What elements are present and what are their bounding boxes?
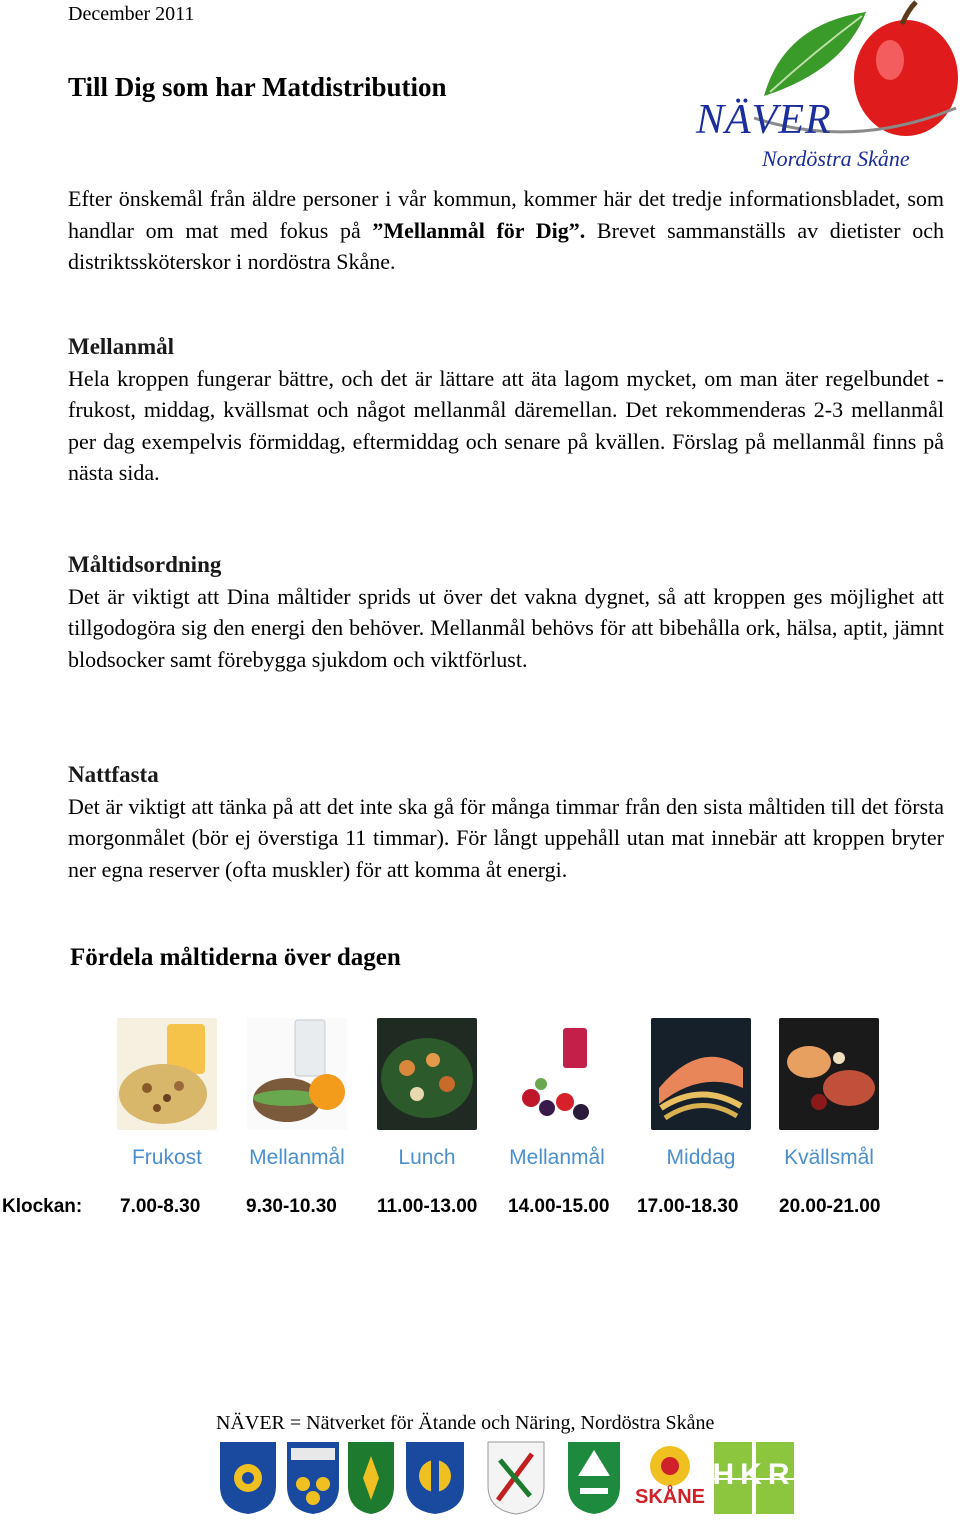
hkr-logo xyxy=(712,1440,796,1521)
meal-label: Kvällsmål xyxy=(784,1146,874,1169)
region-skane-logo xyxy=(634,1440,706,1517)
logo-subtitle: Nordöstra Skåne xyxy=(762,146,910,171)
municipality-crest-icon xyxy=(285,1440,341,1521)
time-value: 9.30-10.30 xyxy=(246,1196,337,1217)
times-label: Klockan: xyxy=(2,1196,83,1217)
municipality-crest-icon xyxy=(346,1440,396,1521)
lunch-image xyxy=(377,1018,477,1130)
naver-logo xyxy=(694,0,960,180)
footer-text: NÄVER = Nätverket för Ätande och Näring, Nordöstra Skåne xyxy=(216,1412,715,1434)
meal-kvallsmal xyxy=(769,1018,889,1170)
berries-image xyxy=(507,1018,607,1130)
meal-middag xyxy=(641,1018,761,1170)
intro-text-end: Brevet sammanställs av dietister och distriktssköterskor i nordöstra Skåne. xyxy=(68,217,945,274)
meal-label: Mellanmål xyxy=(509,1146,605,1169)
time-value: 14.00-15.00 xyxy=(508,1196,610,1217)
meal-label: Mellanmål xyxy=(249,1146,345,1169)
meal-mellanmal-2 xyxy=(497,1018,617,1170)
page-title: Till Dig som har Matdistribution xyxy=(68,72,447,102)
section-body: Det är viktigt att tänka på att det inte ska gå för många timmar från den sista måltiden till det första morgonmålet (bör ej överstiga 11 timmar). För långt uppehåll utan mat innebär att kroppen bryter ner egna reserver (ofta muskler) för att komma åt energi. xyxy=(68,793,944,882)
municipality-crest-icon xyxy=(486,1440,546,1521)
municipality-crest-icon xyxy=(218,1440,278,1521)
time-value: 11.00-13.00 xyxy=(377,1196,478,1217)
section-body: Hela kroppen fungerar bättre, och det är lättare att äta lagom mycket, om man äter regelbundet - frukost, middag, kvällsmat och något mellanmål däremellan. Det rekommenderas 2-3 mellanmål per dag exempelvis förmiddag, eftermiddag och senare på kvällen. Förslag på mellanmål finns på nästa sida. xyxy=(68,365,944,485)
time-value: 7.00-8.30 xyxy=(120,1196,201,1217)
municipality-crest-icon xyxy=(404,1440,466,1521)
section-body: Det är viktigt att Dina måltider sprids ut över det vakna dygnet, så att kroppen ges möjlighet att tillgodogöra sig den energi den behöver. Mellanmål behövs för att bibehålla ork, hälsa, aptit, jämnt blodsocker samt förebygga sjukdom och viktförlust. xyxy=(68,583,944,672)
hkr-logo-text: HKR xyxy=(712,1458,796,1491)
section-heading: Nattfasta xyxy=(68,762,159,787)
time-value: 17.00-18.30 xyxy=(637,1196,739,1217)
meal-mellanmal-1 xyxy=(237,1018,357,1170)
section-heading: Måltidsordning xyxy=(68,552,222,577)
time-value: 20.00-21.00 xyxy=(779,1196,881,1217)
intro-text: Efter önskemål från äldre personer i vår kommun, kommer här det tredje informationsbladet, som handlar om mat med fokus på xyxy=(68,186,944,243)
logo-name: NÄVER xyxy=(696,97,832,143)
region-logo-text: SKÅNE xyxy=(634,1486,705,1508)
breakfast-image xyxy=(117,1018,217,1130)
intro-paragraph xyxy=(68,183,944,278)
meal-lunch xyxy=(367,1018,487,1170)
section-nattfasta xyxy=(68,759,944,885)
evening-meal-image xyxy=(779,1018,879,1130)
document-date: December 2011 xyxy=(68,3,195,25)
meal-label: Lunch xyxy=(398,1146,456,1169)
meal-label: Frukost xyxy=(131,1146,202,1169)
intro-emphasis: ”Mellanmål för Dig”. xyxy=(372,217,586,243)
snack-image xyxy=(247,1018,347,1130)
schedule-title: Fördela måltiderna över dagen xyxy=(70,944,401,971)
section-heading: Mellanmål xyxy=(68,334,175,359)
dinner-image xyxy=(651,1018,751,1130)
section-maltidsordning xyxy=(68,549,944,675)
section-mellanmal xyxy=(68,331,944,489)
meal-frukost xyxy=(107,1018,227,1170)
meal-label: Middag xyxy=(666,1146,736,1169)
municipality-crest-icon xyxy=(566,1440,622,1521)
